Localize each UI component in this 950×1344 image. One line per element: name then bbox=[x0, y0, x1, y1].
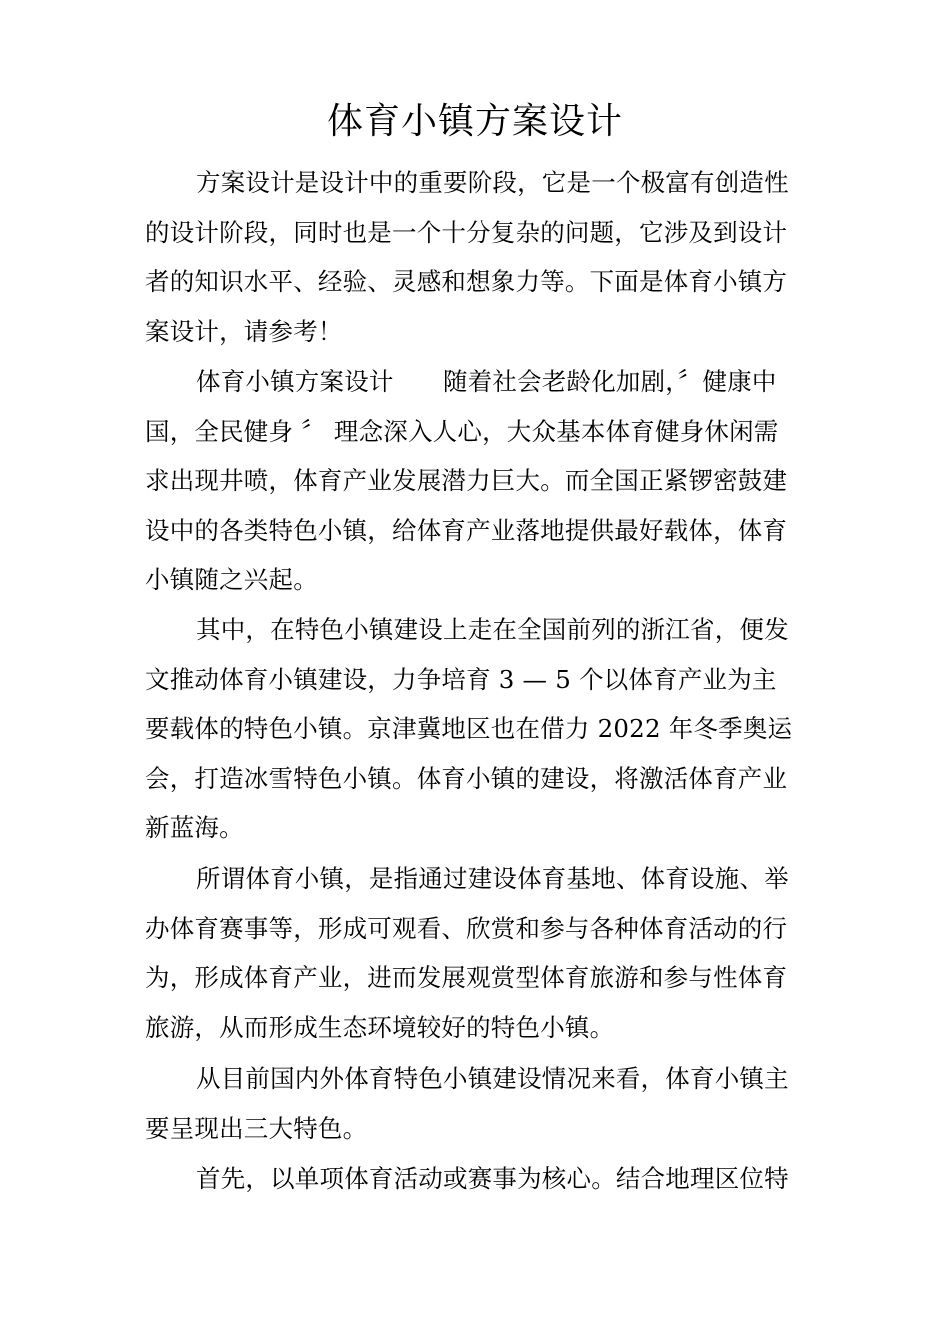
text-line: 所谓体育小镇，是指通过建设体育基地、体育设施、举 bbox=[196, 864, 789, 893]
text-line: 办体育赛事等，形成可观看、欣赏和参与各种体育活动的行 bbox=[145, 913, 788, 943]
text-line: 设中的各类特色小镇，给体育产业落地提供最好载体，体育 bbox=[145, 515, 788, 545]
text-line: 求出现井喷，体育产业发展潜力巨大。而全国正紧锣密鼓建 bbox=[145, 466, 788, 496]
text-line: 从目前国内外体育特色小镇建设情况来看，体育小镇主 bbox=[196, 1064, 789, 1093]
text-line: 为，形成体育产业，进而发展观赏型体育旅游和参与性体育 bbox=[145, 963, 788, 993]
text-line: 的设计阶段，同时也是一个十分复杂的问题，它涉及到设计 bbox=[145, 217, 788, 247]
text-line: 小镇随之兴起。 bbox=[145, 565, 318, 595]
text-line: 方案设计是设计中的重要阶段，它是一个极富有创造性 bbox=[196, 168, 789, 197]
paragraph-intro bbox=[145, 158, 825, 356]
text-line: 案设计，请参考！ bbox=[145, 316, 343, 346]
text-line: 其中，在特色小镇建设上走在全国前列的浙江省，便发 bbox=[196, 615, 789, 644]
text-line: 者的知识水平、经验、灵感和想象力等。下面是体育小镇方 bbox=[145, 267, 788, 297]
paragraph-background bbox=[145, 357, 825, 605]
text-line: 体育小镇方案设计 随着社会老龄化加剧，〞健康中 bbox=[196, 367, 777, 396]
text-line: 要载体的特色小镇。京津冀地区也在借力 2022 年冬季奥运 bbox=[145, 714, 793, 744]
text-line: 国，全民健身 〞 理念深入人心，大众基本体育健身休闲需 bbox=[145, 416, 779, 446]
text-line: 首先，以单项体育活动或赛事为核心。结合地理区位特 bbox=[196, 1164, 789, 1193]
text-line: 会，打造冰雪特色小镇。体育小镇的建设，将激活体育产业 bbox=[145, 763, 788, 793]
paragraph-definition bbox=[145, 854, 825, 1052]
text-line: 文推动体育小镇建设，力争培育 3 — 5 个以体育产业为主 bbox=[145, 664, 777, 694]
document-title: 体育小镇方案设计 bbox=[326, 101, 623, 142]
text-line: 要呈现出三大特色。 bbox=[145, 1113, 368, 1143]
paragraph-first-feature bbox=[145, 1154, 825, 1204]
text-line: 新蓝海。 bbox=[145, 813, 244, 843]
paragraph-features bbox=[145, 1054, 825, 1153]
paragraph-zhejiang bbox=[145, 605, 825, 853]
text-line: 旅游，从而形成生态环境较好的特色小镇。 bbox=[145, 1012, 615, 1042]
